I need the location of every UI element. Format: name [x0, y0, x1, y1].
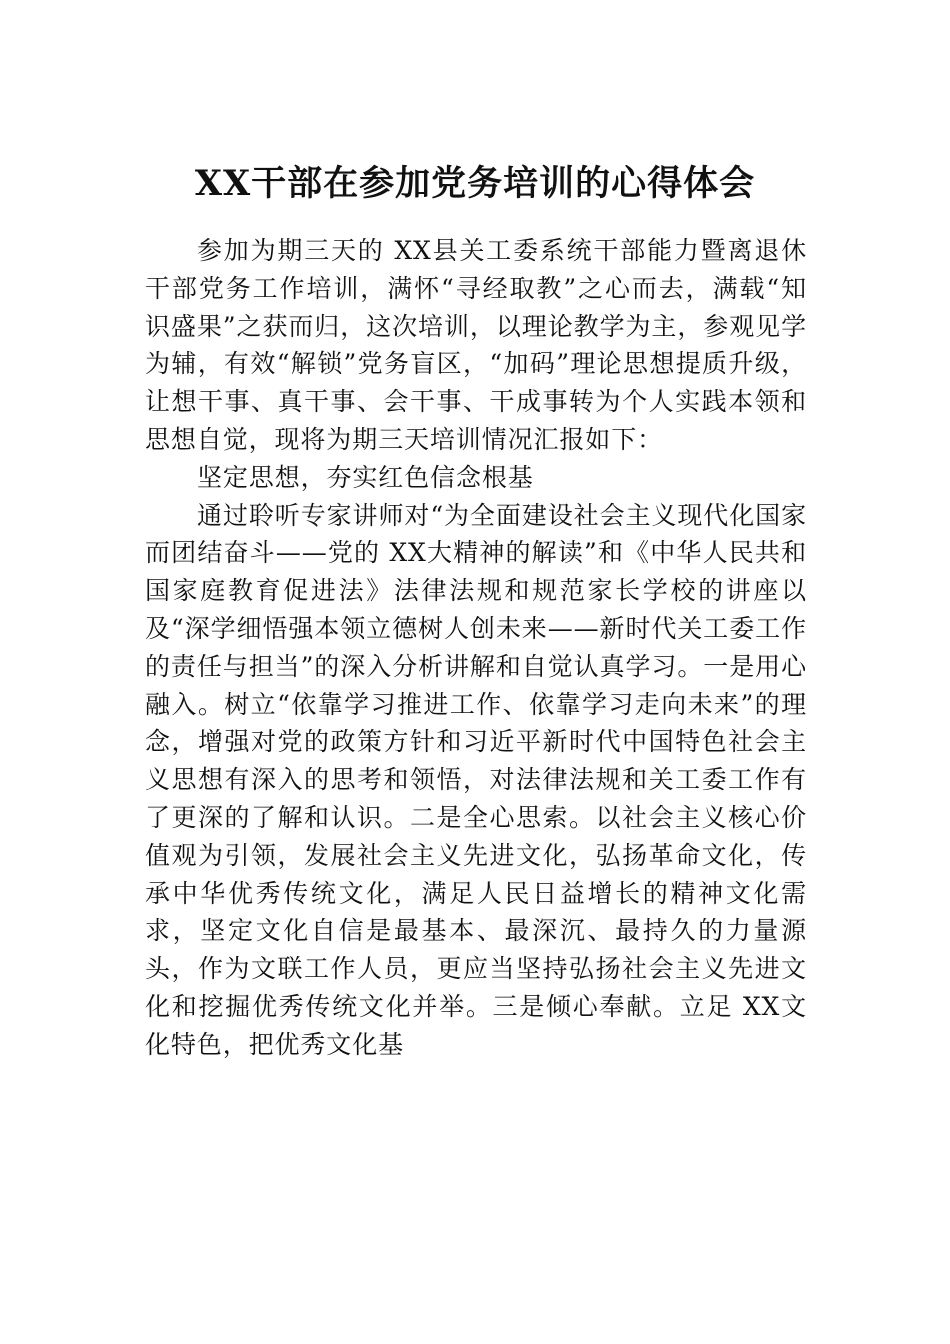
paragraph-intro: 参加为期三天的 XX县关工委系统干部能力暨离退休干部党务工作培训，满怀“寻经取教”之心而去，满载“知识盛果”之获而归，这次培训，以理论教学为主，参观见学为辅，有效“解锁”党务盲区，“加码”理论思想提质升级，让想干事、真干事、会干事、干成事转为个人实践本领和思想自觉，现将为期三天培训情况汇报如下：: [145, 236, 807, 454]
document-title: XX干部在参加党务培训的心得体会: [194, 163, 756, 204]
section-heading: 坚定思想，夯实红色信念根基: [197, 462, 534, 492]
paragraph-body: 通过聆听专家讲师对“为全面建设社会主义现代化国家而团结奋斗——党的 XX大精神的解读”和《中华人民共和国家庭教育促进法》法律法规和规范家长学校的讲座以及“深学细悟强本领立德树人创未来——新时代关工委工作的责任与担当”的深入分析讲解和自觉认真学习。一是用心融入。树立“依靠学习推进工作、依靠学习走向未来”的理念，增强对党的政策方针和习近平新时代中国特色社会主义思想有深入的思考和领悟，对法律法规和关工委工作有了更深的了解和认识。二是全心思索。以社会主义核心价值观为引领，发展社会主义先进文化，弘扬革命文化，传承中华优秀传统文化，满足人民日益增长的精神文化需求，坚定文化自信是最基本、最深沉、最持久的力量源头，作为文联工作人员，更应当坚持弘扬社会主义先进文化和挖掘优秀传统文化并举。三是倾心奉献。立足 XX文化特色，把优秀文化基: [145, 500, 807, 1059]
document-body: [145, 232, 807, 1064]
